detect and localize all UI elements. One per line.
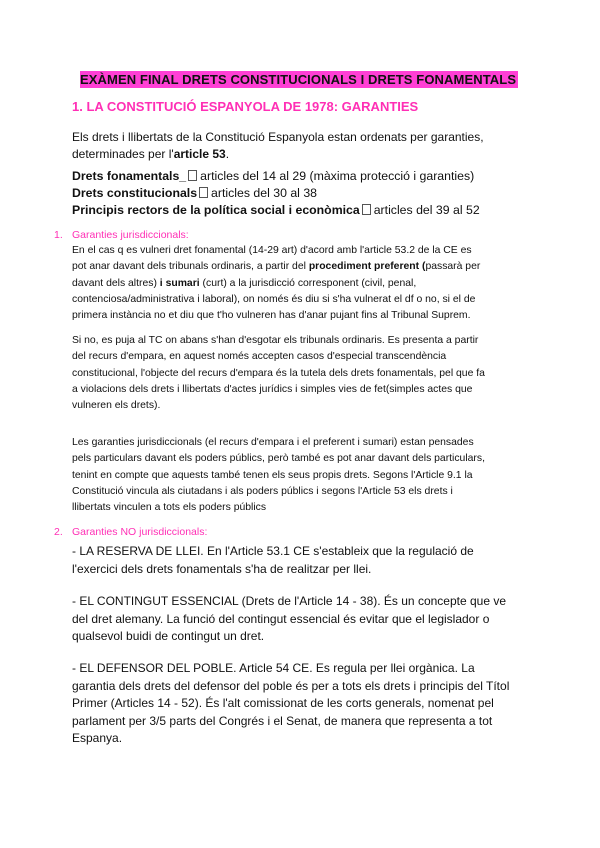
text-line: primera instància no et diu que t'ho vulneren has d'anar pujant fins al Tribunal Suprem. <box>72 310 471 322</box>
text-line: contenciosa/administrativa i laboral), on només és diu si s'ha vulnerat el df o no, si el de <box>72 293 476 305</box>
rights-item <box>72 185 480 202</box>
article-ref: article 53 <box>173 147 226 161</box>
text-line: del recurs d'empara, en aquest només accepten casos d'especial transcendència <box>72 351 447 363</box>
paragraph <box>72 435 485 516</box>
missing-glyph-icon <box>199 187 208 198</box>
text-line: constitucional, l'objecte del recurs d'empara és la tutela dels drets fonamentals, pel que fa <box>72 367 485 379</box>
subsection-title: Garanties NO jurisdiccionals: <box>72 526 208 538</box>
missing-glyph-icon <box>362 204 371 215</box>
text-span: (curt) a la jurisdicció corresponent (civil, penal, <box>199 277 417 289</box>
text-line: Constitució vincula als ciutadans i als poders públics i segons l'Article 53 els drets i <box>72 485 453 497</box>
text-line: Primer (Articles 14 - 52). És l'alt comissionat de les corts generals, nomenat pel <box>72 696 494 710</box>
text-line: En el cas q es vulneri dret fonamental (14-29 art) d'acord amb l'article 53.2 de la CE es <box>72 245 472 256</box>
text-line: Si no, es puja al TC on abans s'han d'esgotar els tribunals ordinaris. Es presenta a partir <box>72 335 479 346</box>
intro-line <box>72 146 484 163</box>
rights-text: articles del 14 al 29 (màxima protecció i garanties) <box>200 169 475 183</box>
text-span: davant dels altres) <box>72 277 160 289</box>
rights-label: Drets fonamentals <box>72 169 180 183</box>
text-line: - LA RESERVA DE LLEI. En l'Article 53.1 CE s'estableix que la regulació de <box>72 544 474 558</box>
paragraph <box>72 660 509 748</box>
text-line: del dret alemany. La funció del contingut essencial és evitar que el legislador o <box>72 611 490 626</box>
text-line: tenint en compte que aquests també tenen els seus propis drets. Segons l'Article 9.1 la <box>72 469 473 481</box>
text-line <box>72 259 480 275</box>
text-line: a violacions dels drets i llibertats d'actes jurídics i simples vies de fet(simples actes que <box>72 383 473 395</box>
bold-term: i sumari <box>159 277 200 289</box>
text-line: Les garanties jurisdiccionals (el recurs d'empara i el preferent i sumari) estan pensades <box>72 437 474 448</box>
paragraph <box>72 543 474 578</box>
rights-label: Drets constitucionals <box>72 186 198 200</box>
rights-item <box>72 168 480 185</box>
paragraph <box>72 243 480 324</box>
text-line <box>72 276 480 292</box>
rights-text: articles del 39 al 52 <box>373 203 480 217</box>
intro-text: determinades per l' <box>72 147 174 161</box>
text-line: - EL DEFENSOR DEL POBLE. Article 54 CE. Es regula per llei orgànica. La <box>72 661 475 675</box>
list-number: 2. <box>54 526 63 538</box>
section-heading: 1. LA CONSTITUCIÓ ESPANYOLA DE 1978: GARANTIES <box>72 99 419 114</box>
text-line: Espanya. <box>72 731 123 745</box>
text-line: garantia dels drets del defensor del poble és per a tots els drets i principis del Títol <box>72 678 510 693</box>
missing-glyph-icon <box>188 170 197 181</box>
bold-term: procediment preferent ( <box>308 261 426 273</box>
document-title: EXÀMEN FINAL DRETS CONSTITUCIONALS I DRETS FONAMENTALS <box>80 72 517 87</box>
text-span: pot anar davant dels tribunals ordinaris, a partir del <box>72 261 309 273</box>
rights-text: articles del 30 al 38 <box>211 186 317 200</box>
text-line: parlament per 3/5 parts del Congrés i el Senat, de manera que representa a tot <box>72 713 493 728</box>
text-line: l'exercici dels drets fonamentals s'ha de realitzar per llei. <box>72 561 372 576</box>
text-line: vulneren els drets). <box>72 400 161 412</box>
intro-text: . <box>225 147 230 161</box>
text-line: qualsevol buidi de contingut un dret. <box>72 629 265 643</box>
text-line: pels particulars davant els poders públics, però també es pot anar davant dels particulars, <box>72 453 485 465</box>
text-line: llibertats vinculen a tots els poders públics <box>72 502 267 514</box>
rights-item <box>72 202 480 219</box>
text-line: - EL CONTINGUT ESSENCIAL (Drets de l'Article 14 - 38). És un concepte que ve <box>72 594 507 608</box>
paragraph <box>72 333 485 414</box>
intro-line: Els drets i llibertats de la Constitució Espanyola estan ordenats per garanties, <box>72 130 484 144</box>
rights-label: Principis rectors de la política social i econòmica <box>72 203 360 217</box>
subsection-title: Garanties jurisdiccionals: <box>72 229 189 241</box>
intro-paragraph <box>72 129 484 163</box>
underscore: _ <box>179 169 187 183</box>
paragraph <box>72 593 506 646</box>
text-span: passarà per <box>425 261 481 273</box>
list-number: 1. <box>54 229 63 241</box>
rights-list <box>72 168 480 219</box>
